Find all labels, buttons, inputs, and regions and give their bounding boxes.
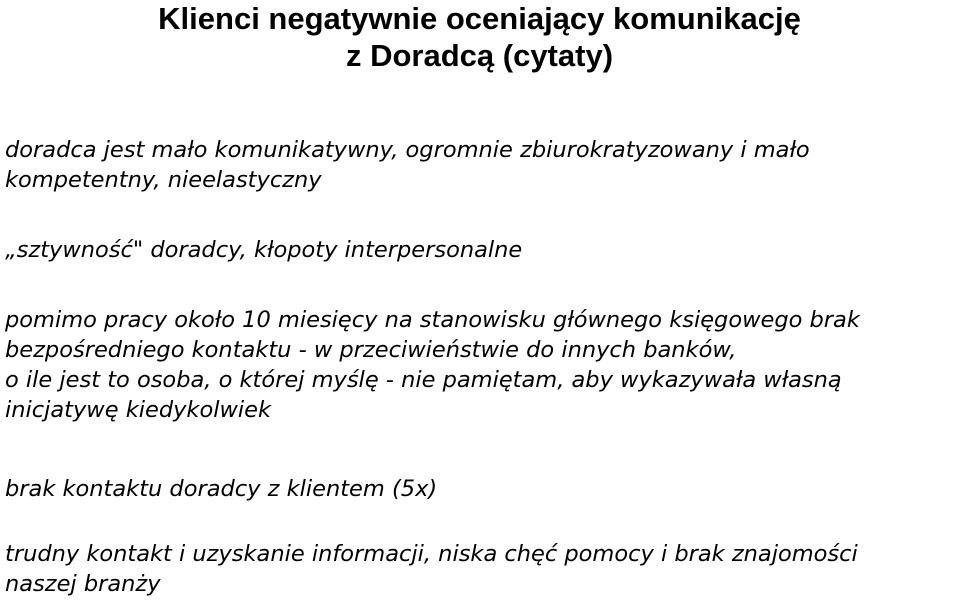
quote-2 [5, 235, 522, 265]
page-title-line-1: Klienci negatywnie oceniający komunikację [158, 1, 801, 36]
quote-line: „sztywność" doradcy, kłopoty interpersonalne [5, 237, 523, 263]
quote-line: pomimo pracy około 10 miesięcy na stanowisku głównego księgowego brak [5, 307, 860, 333]
quote-line: kompetentny, nieelastyczny [5, 167, 322, 193]
quote-line: o ile jest to osoba, o której myślę - nie pamiętam, aby wykazywała własną [5, 367, 842, 393]
quote-3 [5, 305, 860, 425]
quote-line: trudny kontakt i uzyskanie informacji, niska chęć pomocy i brak znajomości [5, 541, 858, 567]
quote-line: brak kontaktu doradcy z klientem (5x) [5, 476, 438, 502]
quote-1 [5, 135, 810, 195]
page-title-line-2: z Doradcą (cytaty) [345, 38, 614, 73]
quote-line: doradca jest mało komunikatywny, ogromnie zbiurokratyzowany i mało [5, 137, 810, 163]
quote-4 [5, 474, 437, 504]
quote-line: inicjatywę kiedykolwiek [5, 397, 272, 423]
quote-5 [5, 539, 858, 599]
quote-line: naszej branży [5, 571, 161, 597]
quote-line: bezpośredniego kontaktu - w przeciwieństwie do innych banków, [5, 337, 737, 363]
